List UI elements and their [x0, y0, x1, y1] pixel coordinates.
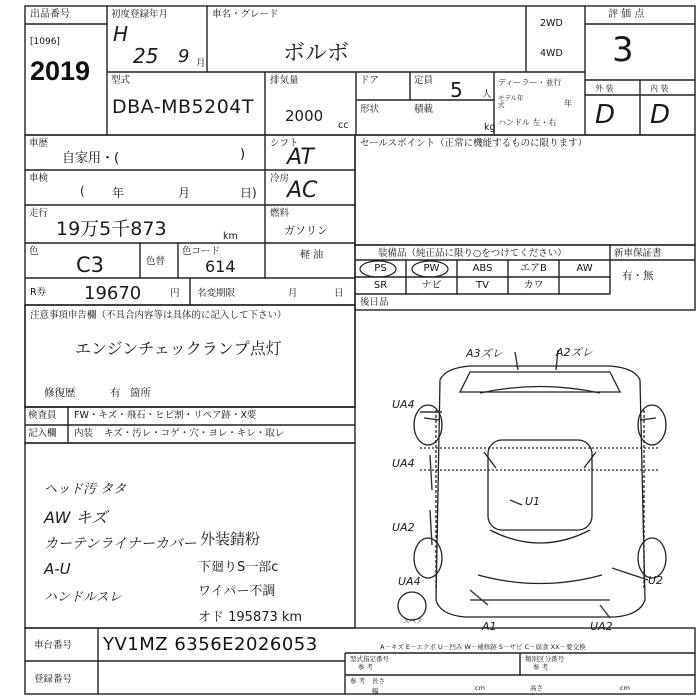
repair-place: 箇所: [130, 387, 151, 399]
height-unit: cm: [620, 684, 630, 692]
color-label: 色: [29, 246, 39, 257]
ac-value: AC: [287, 178, 318, 203]
color-code-value: 614: [205, 257, 236, 276]
shift-value: AT: [287, 145, 314, 170]
equip-navi: ナビ: [421, 280, 442, 291]
vin-label: 車台番号: [34, 640, 73, 651]
inspector-label-2: 記入欄: [28, 428, 57, 439]
color-code-label: 色コード: [182, 246, 221, 257]
mark-bottom-center: A1: [482, 620, 497, 633]
rear-seat-label: 後日品: [360, 297, 389, 308]
mark-left-upper: UA4: [392, 398, 415, 411]
remark-right-1: 外装錆粉: [200, 530, 261, 548]
lot-number: 2019: [30, 56, 91, 86]
displacement-value: 2000: [285, 107, 324, 125]
first-reg-month: 9: [178, 46, 190, 67]
notes-title: 注意事項申告欄（不具合内容等は具体的に記入して下さい）: [30, 310, 287, 321]
inspection-month: 月: [178, 186, 191, 200]
equip-abs: ABS: [472, 263, 493, 274]
first-reg-era: H: [113, 22, 129, 46]
model-year-label: モデル年式: [498, 94, 524, 109]
ac-label: 冷房: [270, 173, 290, 184]
length-label: 長さ: [372, 677, 385, 685]
inspector-interior-key: 内装: [74, 428, 94, 439]
capacity-value: 5: [450, 78, 463, 102]
mark-center: U1: [525, 495, 541, 508]
load-unit: kg: [484, 122, 496, 133]
equipment-title: 装備品（純正品に限り○をつけてください）: [378, 248, 567, 259]
recycle-label: R券: [30, 287, 47, 298]
inspection-open: (: [80, 184, 85, 198]
mileage-value: 19万5千873: [56, 218, 167, 240]
remark-right-3: ワイパー不調: [198, 584, 276, 599]
reg-label: 登録番号: [34, 674, 73, 685]
mark-bottom-far-right: UA2: [590, 620, 613, 633]
fuel-label: 燃料: [270, 208, 290, 219]
repair-label: 修復歴: [44, 387, 76, 399]
fuel-value: ガソリン: [284, 224, 328, 237]
notes-entry: エンジンチェックランプ点灯: [75, 339, 282, 358]
equip-aw: AW: [576, 263, 593, 274]
displacement-unit: cc: [338, 120, 349, 131]
fuel-light: 軽 油: [300, 250, 324, 261]
mark-top-right: A2ズレ: [556, 346, 593, 359]
mark-bottom-left: UA4: [398, 575, 421, 588]
model-value: DBA-MB5204T: [112, 96, 254, 118]
first-reg-month-unit: 月: [196, 58, 206, 69]
inspection-year: 年: [112, 186, 125, 200]
capacity-label: 定員: [414, 75, 434, 86]
legend-text: A－キズ E－エクボ U－凹み W－補修跡 S－サビ C－腐食 XX－要交換: [380, 643, 586, 651]
shift-label: シフト: [270, 138, 299, 149]
sales-label: セールスポイント（正常に機能するものに限ります）: [360, 138, 588, 149]
mark-top-left: A3ズレ: [466, 347, 503, 360]
first-reg-label: 初度登録年月: [111, 9, 169, 20]
mark-bottom-right: U2: [648, 574, 664, 587]
color-change-label: 色替: [146, 256, 166, 267]
warranty-value: 有・無: [622, 270, 654, 282]
remark-right-2: 下廻りS一部c: [198, 560, 279, 575]
mark-left-lower: UA2: [392, 521, 415, 534]
lot-code: [1096]: [30, 37, 60, 47]
name-change-day: 日: [334, 288, 344, 299]
remark-1: ヘッド汚 タタ: [44, 482, 127, 497]
recycle-value: 19670: [84, 283, 142, 304]
equip-airbag: エアB: [520, 263, 547, 274]
repair-value: 有: [110, 387, 121, 399]
mileage-unit: km: [223, 231, 238, 242]
interior-label: 内 装: [650, 84, 669, 93]
name-change-label: 名変期限: [197, 288, 236, 299]
fourwd-label: 4WD: [540, 48, 563, 59]
spare-label: スペア: [403, 617, 423, 625]
mileage-label: 走行: [29, 208, 49, 219]
type-cert-reference: 参 考: [358, 663, 374, 671]
remark-4: A-U: [44, 560, 71, 578]
history-value: 自家用・(: [62, 151, 120, 166]
model-year-unit: 年: [564, 99, 572, 108]
inspector-interior-row: キズ・汚レ・コゲ・穴・ヨレ・キレ・取レ: [104, 428, 285, 439]
lot-label: 出品番号: [30, 9, 70, 20]
exterior-value: D: [595, 100, 616, 130]
equip-tv: TV: [476, 280, 489, 291]
dealer-label: ディーラー・並行: [498, 78, 562, 87]
inspection-day: 日): [240, 186, 257, 200]
load-label: 積載: [414, 104, 434, 115]
vin-value: YV1MZ 6356E2026053: [103, 634, 318, 655]
equip-sr: SR: [373, 280, 388, 291]
height-label: 高さ: [530, 684, 543, 692]
exterior-label: 外 装: [595, 84, 614, 93]
grade-value: 3: [612, 30, 634, 70]
interior-value: D: [650, 100, 671, 130]
grade-label: 評 価 点: [608, 9, 645, 20]
remark-right-4: オド 195873 km: [198, 610, 303, 625]
class-label: 類別区分番号: [525, 655, 564, 663]
equip-leather: カワ: [523, 280, 544, 291]
history-label: 車歴: [29, 138, 49, 149]
name-change-month: 月: [288, 288, 298, 299]
inspector-fw-row: FW・キズ・飛石・ヒビ割・リペア跡・X要: [74, 410, 257, 421]
capacity-unit: 人: [482, 89, 492, 100]
displacement-label: 排気量: [270, 75, 299, 86]
width-label: 幅: [372, 687, 379, 695]
remark-5: ハンドルスレ: [44, 590, 122, 605]
carname-value: ボルボ: [283, 41, 350, 66]
remark-2: AW キズ: [44, 508, 108, 527]
door-label: ドア: [360, 75, 379, 86]
mark-left-mid: UA4: [392, 457, 415, 470]
length-unit: cm: [475, 684, 485, 692]
inspector-label-1: 検査員: [28, 410, 57, 421]
type-cert-label: 型式指定番号: [350, 655, 389, 663]
shape-label: 形状: [360, 104, 380, 115]
dimension-reference: 参 考: [350, 677, 366, 685]
first-reg-year: 25: [133, 44, 159, 68]
recycle-unit: 円: [170, 288, 180, 299]
class-reference: 参 考: [533, 663, 549, 671]
model-label: 型式: [111, 75, 131, 86]
equip-ps: PS: [374, 263, 387, 274]
twowd-label: 2WD: [540, 18, 563, 29]
equip-pw: PW: [423, 263, 440, 274]
inspection-label: 車検: [29, 173, 49, 184]
handle-label: ハンドル 左・右: [498, 118, 557, 127]
warranty-label: 新車保証書: [614, 248, 662, 259]
history-close: ): [240, 147, 246, 162]
remark-3: カーテンライナーカバー: [44, 536, 197, 552]
carname-label: 車名・グレード: [212, 9, 279, 20]
color-value: C3: [76, 253, 105, 277]
